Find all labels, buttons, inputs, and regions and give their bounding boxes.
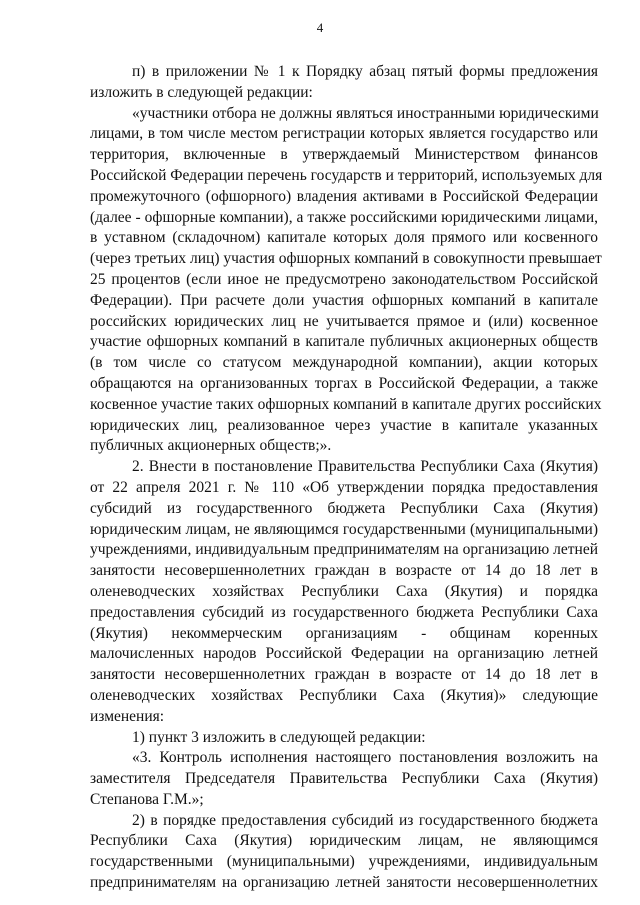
text-line: Федерации). При расчете доли участия офшорных компаний в капитале: [90, 291, 598, 309]
text-line: п) в приложении № 1 к Порядку абзац пятый формы предложения: [132, 63, 598, 80]
text-line: «участники отбора не должны являться иностранными юридическими: [132, 104, 599, 122]
text-line: юридических лиц, реализованное через участие в капитале указанных: [90, 416, 598, 434]
text-line: юридическим лицам, не являющимся государственными (муниципальными): [90, 520, 598, 538]
text-line: в уставном (складочном) капитале которых доля прямого или косвенного: [90, 229, 598, 247]
text-line: Республики Саха (Якутия) юридическим лицам, не являющимся: [90, 832, 598, 850]
text-line: «3. Контроль исполнения настоящего постановления возложить на: [132, 749, 598, 767]
text-line: 2) в порядке предоставления субсидий из государственного бюджета: [132, 811, 598, 829]
text-line: занятости несовершеннолетних граждан в возрасте от 14 до 18 лет в: [90, 562, 598, 580]
text-line: (Якутия) некоммерческим организациям - общинам коренных: [90, 624, 598, 642]
text-line: предпринимателям на организацию летней занятости несовершеннолетних: [90, 874, 598, 892]
text-line: территория, включенные в утверждаемый Министерством финансов: [90, 146, 598, 164]
text-line: публичных акционерных обществ;».: [90, 437, 332, 455]
text-line: учреждениями, индивидуальным предпринимателям на организацию летней: [90, 541, 598, 559]
text-line: заместителя Председателя Правительства Республики Саха (Якутия): [90, 770, 598, 788]
text-line: от 22 апреля 2021 г. № 110 «Об утверждении порядка предоставления: [90, 478, 598, 496]
text-line: государственными (муниципальными) учреждениями, индивидуальным: [90, 853, 598, 871]
text-line: (далее - офшорные компании), а также российскими юридическими лицами,: [90, 208, 598, 226]
text-line: предоставления субсидий из государственного бюджета Республики Саха: [90, 603, 598, 621]
text-line: изменения:: [90, 707, 165, 725]
text-line: Российской Федерации перечень государств и территорий, используемых для: [90, 166, 603, 184]
text-line: лицами, в том числе местом регистрации которых является государство или: [90, 125, 598, 143]
text-line: субсидий из государственного бюджета Республики Саха (Якутия): [90, 499, 598, 517]
text-line: участие офшорных компаний в капитале публичных акционерных обществ: [90, 333, 598, 351]
text-line: промежуточного (офшорного) владения активами в Российской Федерации: [90, 187, 598, 205]
page-number: 4: [316, 20, 324, 35]
text-line: обращаются на организованных торгах в Российской Федерации, а также: [90, 374, 598, 392]
text-line: занятости несовершеннолетних граждан в возрасте от 14 до 18 лет в: [90, 666, 598, 684]
text-line: оленеводческих хозяйствах Республики Саха (Якутия)» следующие: [90, 686, 598, 704]
text-line: 2. Внести в постановление Правительства Республики Саха (Якутия): [132, 458, 598, 476]
text-line: 25 процентов (если иное не предусмотрено законодательством Российской: [90, 270, 598, 288]
text-line: (в том числе со статусом международной компании), акции которых: [90, 354, 598, 372]
text-line: косвенное участие таких офшорных компаний в капитале других российских: [90, 395, 602, 413]
text-line: 1) пункт 3 изложить в следующей редакции:: [132, 728, 426, 746]
document-body: [90, 62, 603, 894]
text-line: (через третьих лиц) участия офшорных компаний в совокупности превышает: [90, 250, 602, 268]
text-line: изложить в следующей редакции:: [90, 83, 313, 101]
text-line: Степанова Г.М.»;: [90, 790, 204, 808]
text-line: малочисленных народов Российской Федерации на организацию летней: [90, 645, 598, 663]
text-line: российских юридических лиц не учитывается прямое и (или) косвенное: [90, 312, 598, 330]
text-line: оленеводческих хозяйствах Республики Саха (Якутия) и порядка: [90, 582, 598, 600]
